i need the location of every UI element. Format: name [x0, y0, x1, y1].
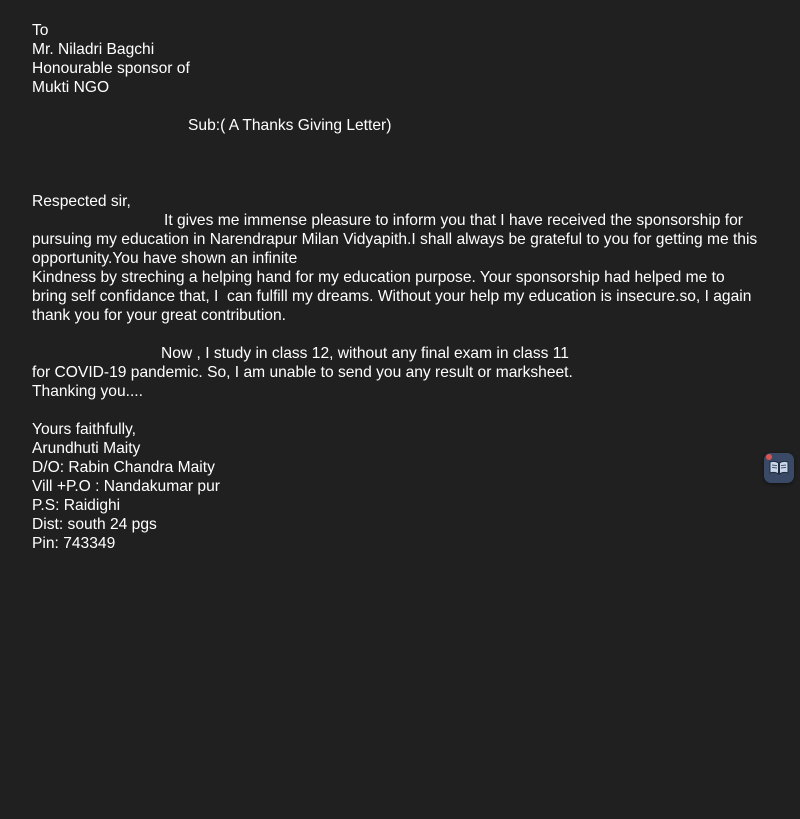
- para1-line: bring self confidance that, I can fulfill my dreams. Without your help my education is insecure.so, I again: [32, 288, 752, 305]
- thanking-line: Thanking you....: [32, 383, 143, 400]
- spacer: [32, 154, 782, 173]
- sender-pin: Pin: 743349: [32, 535, 116, 552]
- recipient-org: Mukti NGO: [32, 79, 110, 96]
- to-label: To: [32, 22, 49, 39]
- spacer: [32, 97, 782, 116]
- sender-name: Arundhuti Maity: [32, 440, 141, 457]
- para1-line: opportunity.You have shown an infinite: [32, 250, 298, 267]
- salutation: Respected sir,: [32, 193, 131, 210]
- para2-line: for COVID-19 pandemic. So, I am unable to send you any result or marksheet.: [32, 364, 573, 381]
- open-book-icon: [769, 460, 789, 476]
- spacer: [32, 401, 782, 420]
- sender-village: Vill +P.O : Nandakumar pur: [32, 478, 220, 495]
- letter-body: [32, 21, 782, 553]
- para2-line: Now , I study in class 12, without any final exam in class 11: [161, 345, 569, 362]
- spacer: [32, 325, 782, 344]
- para1-line: thank you for your great contribution.: [32, 307, 286, 324]
- letter-subject: Sub:( A Thanks Giving Letter): [188, 117, 392, 134]
- spacer: [32, 173, 782, 192]
- spacer: [32, 135, 782, 154]
- para1-line: Kindness by streching a helping hand for my education purpose. Your sponsorship had helped me to: [32, 269, 725, 286]
- sender-parent: D/O: Rabin Chandra Maity: [32, 459, 215, 476]
- reader-mode-button[interactable]: [764, 453, 794, 483]
- sender-police-station: P.S: Raidighi: [32, 497, 121, 514]
- recipient-title: Honourable sponsor of: [32, 60, 190, 77]
- para1-line: pursuing my education in Narendrapur Milan Vidyapith.I shall always be grateful to you for getting me this: [32, 231, 758, 248]
- para1-line: It gives me immense pleasure to inform you that I have received the sponsorship for: [164, 212, 743, 229]
- sender-district: Dist: south 24 pgs: [32, 516, 157, 533]
- recipient-name: Mr. Niladri Bagchi: [32, 41, 155, 58]
- closing: Yours faithfully,: [32, 421, 137, 438]
